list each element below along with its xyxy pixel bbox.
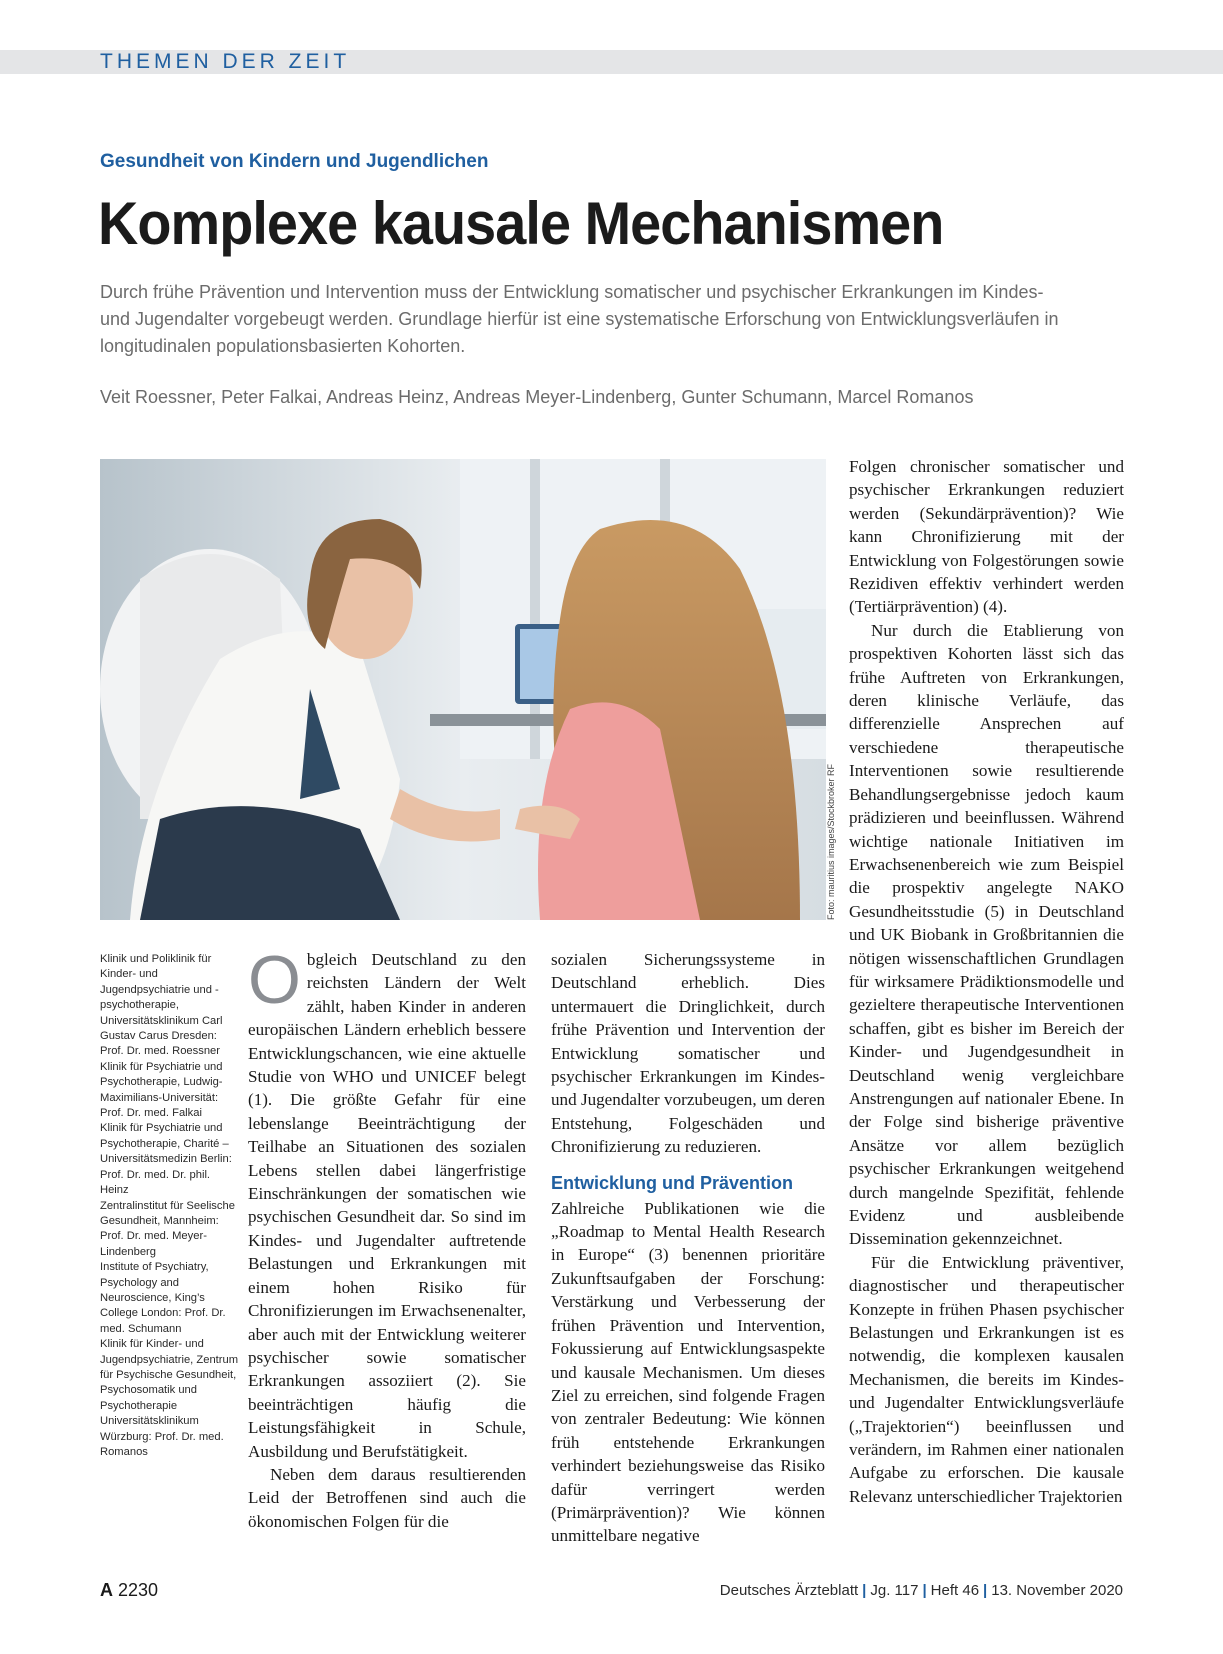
journal-volume: Jg. 117 [870, 1582, 919, 1599]
section-subheading: Entwicklung und Prävention [551, 1172, 794, 1193]
page-prefix: A [100, 1580, 113, 1600]
body-column-2 [551, 948, 825, 1548]
body-paragraph: Zahlreiche Publikationen wie die „Roadmap to Mental Health Research in Europe“ (3) benennen prioritäre Zukunftsaufgaben der Forschung: Verstärkung und Verbesserung der frühen Prävention und Intervention, Fokussierung auf Entwicklungsaspekte und kausale Mechanismen. Um dieses Ziel zu erreichen, sind folgende Fragen von zentraler Bedeutung: Wie können früh entstehende Erkrankungen verhindert beziehungsweise das Risiko dafür verringert werden (Primärprävention)? Wie können unmittelbare negative [551, 1198, 825, 1546]
article-title: Komplexe kausale Mechanismen [98, 190, 944, 257]
body-paragraph: Folgen chronischer somatischer und psychischer Erkrankungen reduziert werden (Sekundärprävention)? Wie kann Chronifizierung mit der Entwicklung von Folgestörungen sowie Rezidiven effektiv verhindert werden (Tertiärprävention) (4). [849, 457, 1124, 617]
page-number [100, 1580, 158, 1601]
drop-cap: O [248, 942, 301, 1018]
affiliation-item: Klinik für Kinder- und Jugendpsychiatrie, Zentrum für Psychische Gesundheit, Psychosomatik und Psychotherapie Universitätsklinikum Würzburg: Prof. Dr. med. Romanos [100, 1338, 239, 1458]
journal-date: 13. November 2020 [991, 1582, 1123, 1599]
page-number-value: 2230 [118, 1580, 159, 1600]
journal-name: Deutsches Ärzteblatt [719, 1582, 859, 1599]
section-label: THEMEN DER ZEIT [100, 50, 351, 73]
article-kicker: Gesundheit von Kindern und Jugendlichen [100, 151, 489, 172]
body-column-3 [849, 455, 1124, 1508]
affiliation-item: Zentralinstitut für Seelische Gesundheit, Mannheim: Prof. Dr. med. Meyer-Lindenberg [100, 1199, 235, 1258]
body-paragraph: Neben dem daraus resultierenden Leid der Betroffenen sind auch die ökonomischen Folgen für die [248, 1464, 526, 1531]
article-authors: Veit Roessner, Peter Falkai, Andreas Heinz, Andreas Meyer-Lindenberg, Gunter Schumann, Marcel Romanos [100, 387, 974, 407]
affiliation-item: Institute of Psychiatry, Psychology and Neuroscience, King’s College London: Prof. Dr. med. Schumann [100, 1261, 226, 1335]
photo-credit: Foto: mauritius images/Stockbroker RF [826, 763, 836, 920]
affiliation-item: Klinik für Psychiatrie und Psychotherapie, Charité – Universitätsmedizin Berlin: Prof. Dr. med. Dr. phil. Heinz [100, 1122, 232, 1197]
article-lead: Durch frühe Prävention und Intervention muss der Entwicklung somatischer und psychischer Erkrankungen im Kindes- und Jugendalter vorgebeugt werden. Grundlage hierfür ist eine systematische Erforschung von Entwicklungsverläufen in longitudinalen populationsbasierten Kohorten. [100, 282, 1059, 356]
affiliation-item: Klinik für Psychiatrie und Psychotherapie, Ludwig-Maximilians-Universität: Prof. Dr. med. Falkai [100, 1060, 223, 1120]
photo-illustration [100, 459, 826, 920]
author-affiliations [100, 952, 240, 1460]
body-paragraph: Nur durch die Etablierung von prospektiven Kohorten lässt sich das frühe Auftreten von Erkrankungen, deren klinische Verläufe, das differenzielle Ansprechen auf verschiedene therapeutische Interventionen sowie resultierende Behandlungsergebnisse jedoch kaum prädizieren und beeinflussen. Während wichtige nationale Initiativen im Erwachsenenbereich wie zum Beispiel die prospektiv angelegte NAKO Gesundheitsstudie (5) in Deutschland und UK Biobank in Großbritannien die nötigen wissenschaftlichen Grundlagen für wirksamere Prädiktionsmodelle und gezieltere therapeutische Interventionen schaffen, gibt es bisher im Bereich der Kinder- und Jugendgesundheit in Deutschland wenig vergleichbare Anstrengungen auf nationaler Ebene. In der Folge sind bisherige präventive Ansätze vor allem bezüglich psychischer Erkrankungen weitgehend durch mangelnde Spezifität, fehlende Evidenz und ausbleibende Dissemination gekennzeichnet. [849, 620, 1124, 1249]
body-paragraph: sozialen Sicherungssysteme in Deutschland erheblich. Dies untermauert die Dringlichkeit, durch frühe Prävention und Intervention der Entwicklung somatischer und psychischer Erkrankungen im Kindes- und Jugendalter vorzubeugen, um deren Entstehung, Folgeschäden und Chronifizierung zu reduzieren. [551, 950, 825, 1157]
body-column-1 [248, 942, 526, 1533]
article-photo [100, 459, 826, 920]
affiliation-item: Klinik und Poliklinik für Kinder- und Jugendpsychiatrie und -psychotherapie, Universitätsklinikum Carl Gustav Carus Dresden: Prof. Dr. med. Roessner [100, 953, 223, 1058]
journal-issue: Heft 46 [930, 1582, 980, 1599]
body-paragraph: Für die Entwicklung präventiver, diagnostischer und therapeutischer Konzepte in frühen Phasen psychischer Belastungen und Erkrankungen ist es notwendig, die komplexen kausalen Mechanismen, die bereits im Kindes- und Jugendalter Entwicklungsverläufe („Trajektorien“) beeinflussen und verändern, im Rahmen einer nationalen Aufgabe zu erforschen. Die kausale Relevanz unterschiedlicher Trajektorien [849, 1252, 1124, 1506]
body-paragraph: bgleich Deutschland zu den reichsten Ländern der Welt zählt, haben Kinder in anderen europäischen Ländern erheblich bessere Entwicklungschancen, wie eine aktuelle Studie von WHO und UNICEF belegt (1). Die größte Gefahr für eine lebenslange Beeinträchtigung der Teilhabe an Situationen des sozialen Lebens stellen dabei längerfristige Einschränkungen der somatischen wie psychischen Gesundheit dar. So sind im Kindes- und Jugendalter auftretende Belastungen und Erkrankungen mit einem hohen Risiko für Chronifizierungen im Erwachsenenalter, aber auch mit der Entwicklung weiterer psychischer sowie somatischer Erkrankungen assoziiert (2). Sie beeinträchtigen häufig die Leistungsfähigkeit in Schule, Ausbildung und Berufstätigkeit. [248, 950, 526, 1461]
journal-info: Deutsches Ärzteblatt | Jg. 117 | Heft 46 | 13. November 2020 [719, 1582, 1123, 1599]
